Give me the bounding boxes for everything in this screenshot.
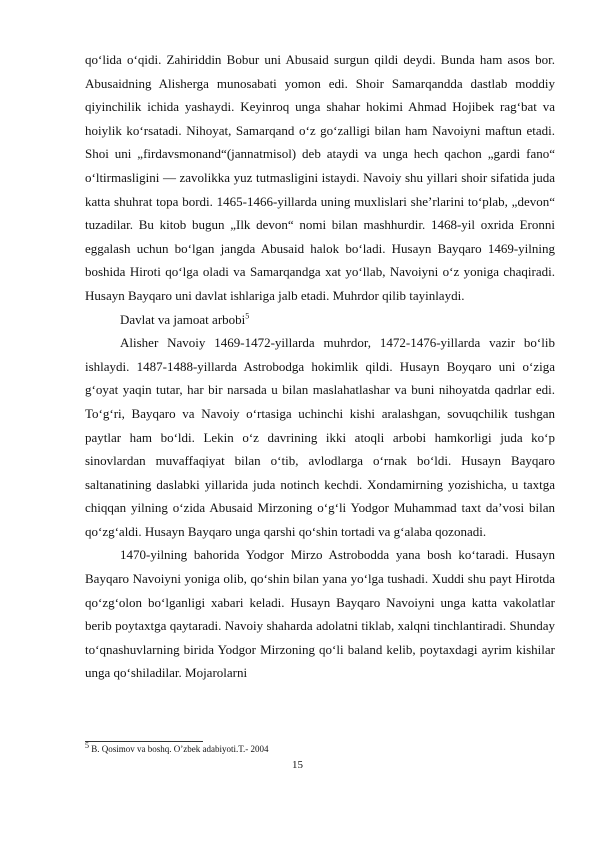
page-body [85, 48, 555, 685]
page-number: 15 [292, 759, 303, 771]
heading-text: Davlat va jamoat arbobi [120, 311, 246, 327]
paragraph-2: Alisher Navoiy 1469-1472-yillarda muhrdor, 1472-1476-yillarda vazir boʻlib ishlaydi. 1487-1488-yillarda Astrobodga hokimlik qildi. Husayn Boyqaro uni oʻziga gʻoyat yaqin tutar, har bir narsada u bilan maslahatlashar va buni nihoyatda qadrlar edi. Toʻgʻri, Bayqaro va Navoiy oʻrtasiga uchinchi kishi aralashgan, sovuqchilik tushgan paytlar ham boʻldi. Lekin oʻz davrining ikki atoqli arbobi hamkorligi juda koʻp sinovlardan muvaffaqiyat bilan oʻtib, avlodlarga oʻrnak boʻldi. Husayn Bayqaro saltanatining daslabki yillarida juda notinch kechdi. Xondamirning yozishicha, u taxtga chiqqan yilning oʻzida Abusaid Mirzoning oʻgʻli Yodgor Muhammad taxt daʼvosi bilan qoʻzgʻaldi. Husayn Bayqaro unga qarshi qoʻshin tortadi va gʻalaba qozonadi. [85, 335, 555, 539]
paragraph-1: qoʻlida oʻqidi. Zahiriddin Bobur uni Abusaid surgun qildi deydi. Bunda ham asos bor. Abusaidning Alisherga munosabati yomon edi. Shoir Samarqandda dastlab moddiy qiyinchilik ichida yashaydi. Keyinroq unga shahar hokimi Ahmad Hojibek ragʻbat va hoiylik koʻrsatadi. Nihoyat, Samarqand oʻz goʻzalligi bilan ham Navoiyni maftun etadi. Shoi uni „firdavsmonand“(jannatmisol) deb ataydi va unga hech qachon „gardi fano“ oʻltirmasligini — zavolikka yuz tutmasligini istaydi. Navoiy shu yillari shoir sifatida juda katta shuhrat topa bordi. 1465-1466-yillarda uning muxlislari sheʼrlarini toʻplab, „devon“ tuzadilar. Bu kitob bugun „Ilk devon“ nomi bilan mashhurdir. 1468-yil oxrida Eronni eggalash uchun boʻlgan jangda Abusaid halok boʻladi. Husayn Bayqaro 1469-yilning boshida Hiroti qoʻlga oladi va Samarqandga xat yoʻllab, Navoiyni oʻz yoniga chaqiradi. Husayn Bayqaro uni davlat ishlariga jalb etadi. Muhrdor qilib tayinlaydi. [85, 52, 555, 303]
paragraph-3: 1470-yilning bahorida Yodgor Mirzo Astrobodda yana bosh koʻtaradi. Husayn Bayqaro Navoiyni yoniga olib, qoʻshin bilan yana yoʻlga tushadi. Xuddi shu payt Hirotda qoʻzgʻolon boʻlganligi xabari keladi. Husayn Bayqaro Navoiyni unga katta vakolatlar berib poytaxtga qaytaradi. Navoiy shaharda adolatni tiklab, xalqni tinchlantiradi. Shunday toʻqnashuvlarning birida Yodgor Mirzoning qoʻli baland kelib, poytaxdagi ayrim kishilar unga qoʻshiladilar. Mojarolarni [85, 547, 555, 681]
footnote-mark: 5 [85, 741, 89, 750]
footnote-divider [85, 741, 203, 742]
footnote [85, 741, 269, 754]
footnote-text: B. Qosimov va boshq. O’zbek adabiyoti.T.- 2004 [89, 744, 269, 754]
heading-footnote-mark: 5 [245, 311, 250, 321]
section-heading [85, 308, 555, 332]
